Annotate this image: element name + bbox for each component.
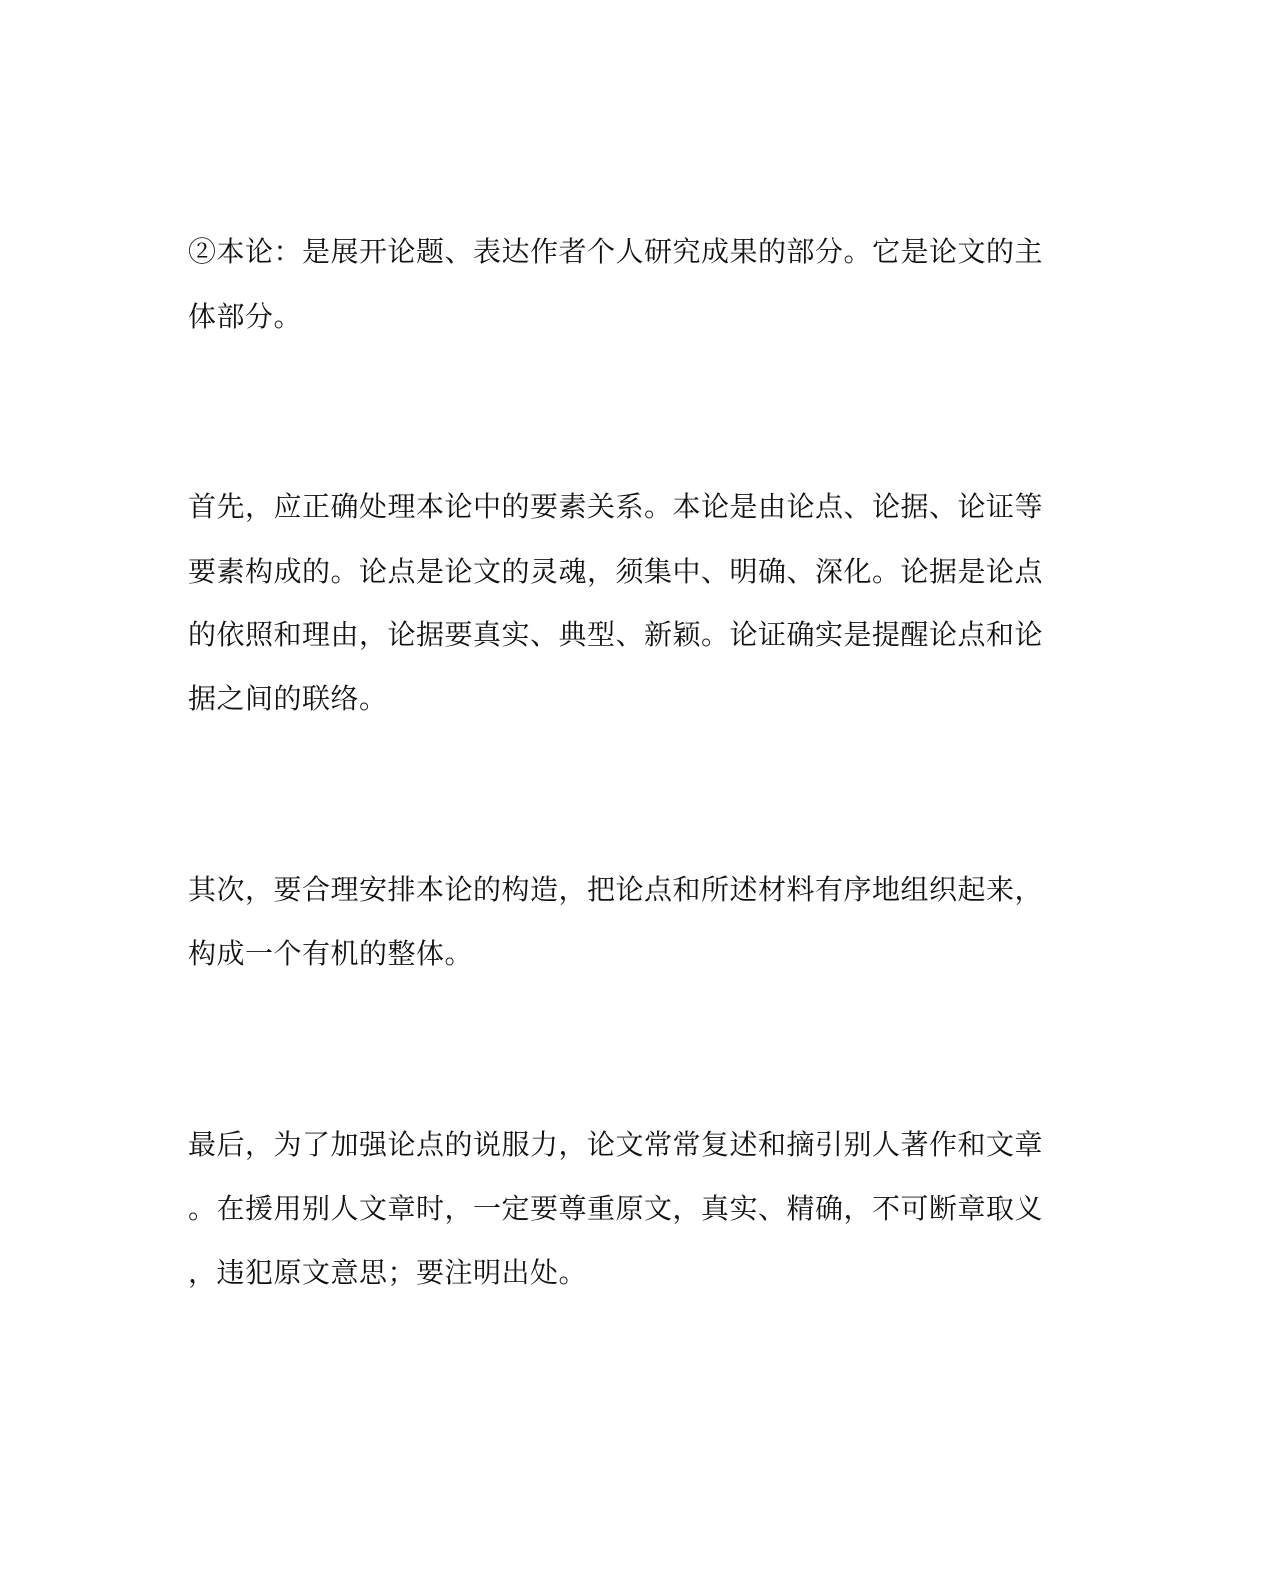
text-line: 的依照和理由，论据要真实、典型、新颖。论证确实是提醒论点和论 — [188, 618, 1044, 651]
text-line: 其次，要合理安排本论的构造，把论点和所述材料有序地组织起来， — [188, 873, 1044, 906]
text-line: 据之间的联络。 — [188, 682, 388, 715]
text-line: ，违犯原文意思；要注明出处。 — [188, 1256, 588, 1289]
text-line: 最后，为了加强论点的说服力，论文常常复述和摘引别人著作和文章 — [188, 1128, 1044, 1161]
text-line: 。在援用别人文章时，一定要尊重原文，真实、精确，不可断章取义 — [188, 1192, 1044, 1225]
text-line: 构成一个有机的整体。 — [188, 937, 474, 970]
text-line: 要素构成的。论点是论文的灵魂，须集中、明确、深化。论据是论点 — [188, 555, 1044, 588]
text-line: ②本论：是展开论题、表达作者个人研究成果的部分。它是论文的主 — [188, 235, 1044, 268]
text-line: 体部分。 — [188, 300, 303, 333]
text-line: 首先，应正确处理本论中的要素关系。本论是由论点、论据、论证等 — [188, 490, 1044, 523]
